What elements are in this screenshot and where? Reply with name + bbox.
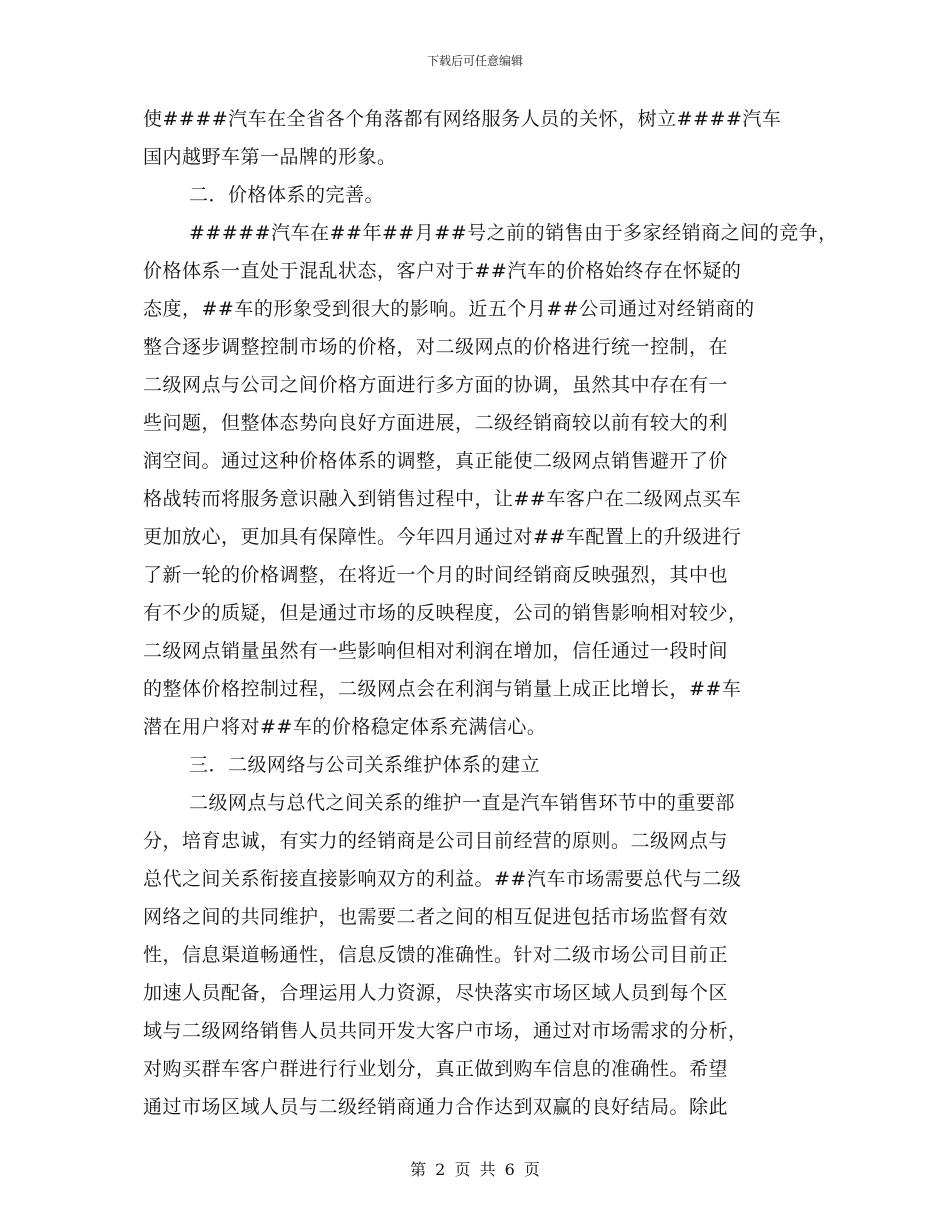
text-line: 价格体系一直处于混乱状态，客户对于##汽车的价格始终存在怀疑的 xyxy=(143,260,742,282)
page-number: 第 2 页 共 6 页 xyxy=(410,1160,540,1179)
text-line: 总代之间关系衔接直接影响双方的利益。##汽车市场需要总代与二级 xyxy=(143,868,742,890)
text-line: 网络之间的共同维护，也需要二者之间的相互促进包括市场监督有效 xyxy=(143,906,729,928)
text-line: 域与二级网络销售人员共同开发大客户市场，通过对市场需求的分析， xyxy=(143,1020,748,1042)
text-line: 对购买群车客户群进行行业划分，真正做到购车信息的准确性。希望 xyxy=(143,1058,729,1080)
page-header: 下载后可任意编辑 xyxy=(426,54,523,68)
document-body xyxy=(143,100,838,1126)
text-line: #####汽车在##年##月##号之前的销售由于多家经销商之间的竞争， xyxy=(189,222,838,244)
section-heading: 三．二级网络与公司关系维护体系的建立 xyxy=(189,754,541,776)
text-line: 使####汽车在全省各个角落都有网络服务人员的关怀，树立####汽车 xyxy=(143,108,782,130)
text-line: 格战转而将服务意识融入到销售过程中，让##车客户在二级网点买车 xyxy=(143,488,742,510)
text-line: 二级网点与公司之间价格方面进行多方面的协调，虽然其中存在有一 xyxy=(143,374,729,396)
text-line: 润空间。通过这种价格体系的调整，真正能使二级网点销售避开了价 xyxy=(143,450,729,472)
text-line: 通过市场区域人员与二级经销商通力合作达到双赢的良好结局。除此 xyxy=(143,1096,729,1118)
text-line: 国内越野车第一品牌的形象。 xyxy=(143,146,397,168)
text-line: 了新一轮的价格调整，在将近一个月的时间经销商反映强烈，其中也 xyxy=(143,564,729,586)
text-line: 潜在用户将对##车的价格稳定体系充满信心。 xyxy=(143,716,547,738)
text-line: 整合逐步调整控制市场的价格，对二级网点的价格进行统一控制，在 xyxy=(143,336,729,358)
section-heading: 二．价格体系的完善。 xyxy=(189,184,385,206)
text-line: 态度，##车的形象受到很大的影响。近五个月##公司通过对经销商的 xyxy=(143,298,755,320)
text-line: 加速人员配备，合理运用人力资源，尽快落实市场区域人员到每个区 xyxy=(143,982,729,1004)
text-line: 更加放心，更加具有保障性。今年四月通过对##车配置上的升级进行 xyxy=(143,526,742,548)
text-line: 性，信息渠道畅通性，信息反馈的准确性。针对二级市场公司目前正 xyxy=(143,944,729,966)
text-line: 二级网点与总代之间关系的维护一直是汽车销售环节中的重要部 xyxy=(189,792,736,814)
text-line: 有不少的质疑，但是通过市场的反映程度，公司的销售影响相对较少， xyxy=(143,602,748,624)
text-line: 分，培育忠诚，有实力的经销商是公司目前经营的原则。二级网点与 xyxy=(143,830,729,852)
text-line: 的整体价格控制过程，二级网点会在利润与销量上成正比增长，##车 xyxy=(143,678,742,700)
text-line: 些问题，但整体态势向良好方面进展，二级经销商较以前有较大的利 xyxy=(143,412,729,434)
text-line: 二级网点销量虽然有一些影响但相对利润在增加，信任通过一段时间 xyxy=(143,640,729,662)
